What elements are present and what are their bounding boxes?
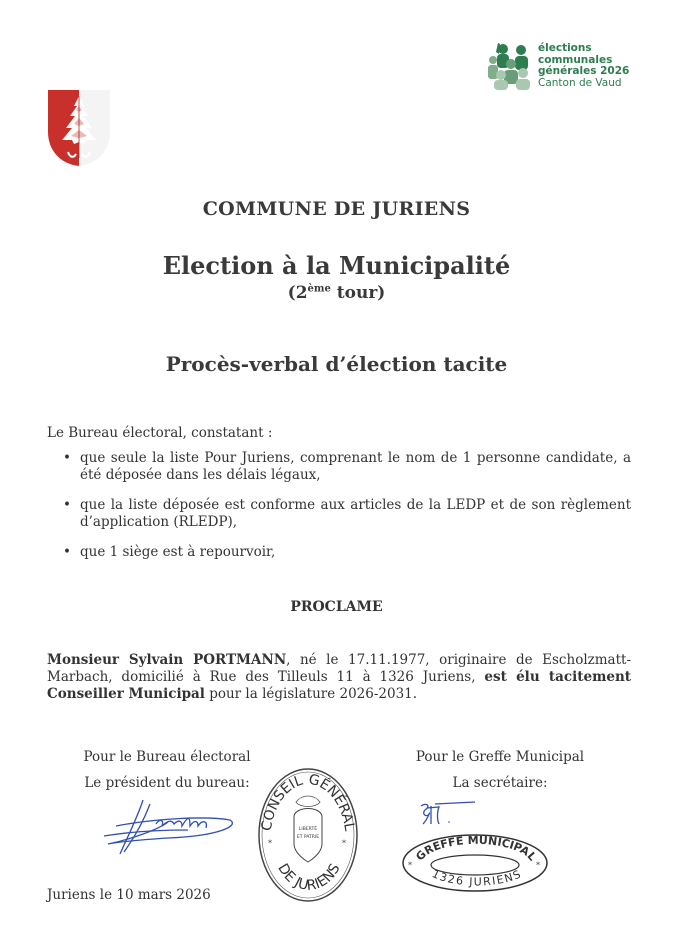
svg-text:DE JURIENS xyxy=(274,861,343,894)
conseil-general-stamp xyxy=(256,766,360,904)
right-signatory-label: Pour le Greffe Municipal xyxy=(415,749,585,765)
election-logo-text xyxy=(538,43,629,89)
fir-tree-shield-icon xyxy=(46,88,112,168)
left-signatory-label: Pour le Bureau électoral xyxy=(83,749,251,765)
round-suffix: tour) xyxy=(330,283,386,303)
declaration-paragraph xyxy=(47,652,631,703)
round-sup: ème xyxy=(307,283,331,295)
elected-statement: est élu tacitement Conseiller Municipal xyxy=(47,669,631,702)
stamp-motto-2: ET PATRIE xyxy=(296,835,320,840)
svg-text:*: * xyxy=(536,861,540,870)
logo-line-4: Canton de Vaud xyxy=(538,76,622,89)
svg-text:GREFFE MUNICIPAL xyxy=(413,834,539,864)
logo-line-1: élections xyxy=(538,42,592,54)
left-signatory-role: Le président du bureau: xyxy=(84,775,250,791)
round-subtitle xyxy=(0,283,673,303)
svg-text:1326 JURIENS xyxy=(430,867,524,888)
declaration-term: pour la législature 2026-2031. xyxy=(204,686,418,702)
secretary-signature xyxy=(417,800,477,830)
right-signatory-role: La secrétaire: xyxy=(452,775,548,791)
svg-text:*: * xyxy=(268,839,272,848)
elected-name: Monsieur Sylvain PORTMANN xyxy=(47,652,287,668)
list-item: • que 1 siège est à repourvoir, xyxy=(63,544,631,561)
election-title: Election à la Municipalité xyxy=(162,251,511,280)
logo-line-2: communales xyxy=(538,53,613,66)
document-type-title: Procès-verbal d’élection tacite xyxy=(165,352,508,376)
round-prefix: (2 xyxy=(287,283,308,303)
greffe-municipal-stamp xyxy=(400,832,550,894)
list-item: • que la liste déposée est conforme aux articles de la LEDP et de son règlement d’application (RLEDP), xyxy=(63,497,631,531)
commune-title: COMMUNE DE JURIENS xyxy=(202,198,471,220)
intro-text: Le Bureau électoral, constatant : xyxy=(47,425,273,441)
list-item: • que seule la liste Pour Juriens, comprenant le nom de 1 personne candidate, a été déposée dans les délais légaux, xyxy=(63,450,631,484)
stamp-left-top-text: CONSEIL GÉNÉRAL xyxy=(258,771,358,833)
document-date: Juriens le 10 mars 2026 xyxy=(47,887,211,903)
people-group-icon xyxy=(487,40,537,90)
svg-text:CONSEIL GÉNÉRAL xyxy=(259,772,358,833)
stamp-right-top-text: GREFFE MUNICIPAL xyxy=(413,833,539,864)
svg-text:*: * xyxy=(408,861,412,870)
stamp-left-bottom-text: DE JURIENS xyxy=(274,860,344,894)
logo-line-3: générales 2026 xyxy=(538,65,630,77)
stamp-motto-1: LIBERTÉ xyxy=(298,827,318,832)
president-signature xyxy=(98,796,238,861)
declaration-details: , né le 17.11.1977, originaire de Escholzmatt-Marbach, domicilié à Rue des Tilleuls 11 à 1326 Juriens, xyxy=(47,652,632,685)
stamp-right-bottom-text: 1326 JURIENS xyxy=(430,867,524,889)
svg-text:*: * xyxy=(342,839,346,848)
proclame-heading: PROCLAME xyxy=(290,599,383,615)
findings-list xyxy=(63,450,631,574)
